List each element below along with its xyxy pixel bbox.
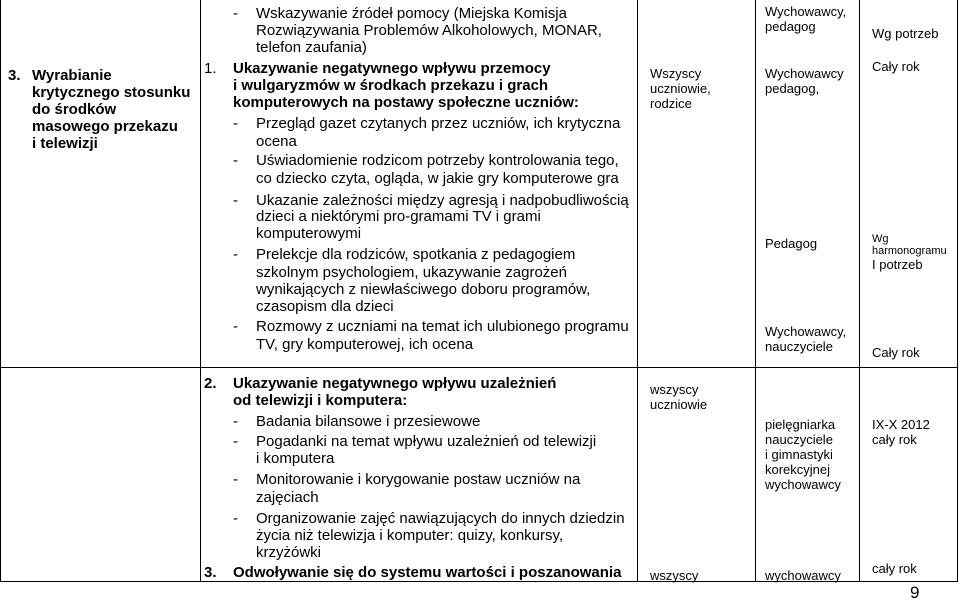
item1-bullet-line: dzieci a niektórymi pro-gramami TV i grami [256, 208, 541, 225]
top-responsible-line: Wychowawcy, [765, 4, 847, 19]
item1-deadline-line: harmonogramu [872, 245, 947, 257]
section-number: 3. [8, 67, 21, 84]
item2-bullet-line: Badania bilansowe i przesiewowe [256, 413, 481, 430]
item2-bullet-line: zajęciach [256, 489, 319, 506]
item1-bullet-line: komputerowymi [256, 225, 362, 242]
item1-deadline: Cały rok [872, 345, 920, 360]
item1-heading-line: Ukazywanie negatywnego wpływu przemocy [233, 60, 551, 77]
item1-bullet-line: co dziecko czyta, ogląda, w jakie gry komputerowe gra [256, 170, 619, 187]
item2-bullet-line: życia niż telewizja i komputer: quizy, konkursy, [256, 527, 564, 544]
item2-participants-line: uczniowie [650, 397, 708, 412]
item2-deadline-line: cały rok [872, 432, 917, 447]
item3-participants: wszyscy [650, 568, 699, 583]
table-border-right [957, 0, 958, 582]
bullet-dash: - [233, 246, 238, 263]
top-item-line: telefon zaufania) [256, 39, 367, 56]
item2-responsible-line: i gimnastyki [765, 447, 833, 462]
item3-number: 3. [204, 564, 217, 581]
item1-bullet-line: Prelekcje dla rodziców, spotkania z pedagogiem [256, 246, 576, 263]
item1-bullet-line: ocena [256, 133, 297, 150]
item1-responsible-line: pedagog, [765, 81, 820, 96]
item3-heading: Odwoływanie się do systemu wartości i poszanowania [233, 564, 622, 581]
item1-responsible-line: nauczyciele [765, 339, 833, 354]
item2-bullet-line: i komputera [256, 450, 335, 467]
item1-bullet-line: Przegląd gazet czytanych przez uczniów, ich krytyczna [256, 115, 621, 132]
item1-bullet-line: czasopism dla dzieci [256, 298, 394, 315]
top-responsible-line: pedagog [765, 19, 816, 34]
bullet-dash: - [233, 471, 238, 488]
item1-deadline-line: Wg [872, 233, 889, 245]
top-item-line: Wskazywanie źródeł pomocy (Miejska Komisja [256, 5, 567, 22]
item1-heading-line: i wulgaryzmów w środkach przekazu i grach [233, 77, 549, 94]
item1-bullet-line: szkolnym psychologiem, ukazywanie zagrożeń [256, 264, 567, 281]
item1-participants-line: Wszyscy [650, 66, 702, 81]
bullet-dash: - [233, 433, 238, 450]
table-border-left [0, 0, 1, 582]
bullet-dash: - [233, 152, 238, 169]
item2-responsible-line: korekcyjnej [765, 462, 831, 477]
bullet-dash: - [233, 115, 238, 132]
item2-deadline-line: IX-X 2012 [872, 417, 930, 432]
item1-responsible-line: Wychowawcy, [765, 324, 847, 339]
bullet-dash: - [233, 413, 238, 430]
item1-bullet-line: Rozmowy z uczniami na temat ich ulubionego programu [256, 318, 629, 335]
bullet-dash: - [233, 510, 238, 527]
item1-heading-line: komputerowych na postawy społeczne uczniów: [233, 94, 579, 111]
item2-bullet-line: Monitorowanie i korygowanie postaw uczniów na [256, 471, 581, 488]
bullet-dash: - [233, 5, 238, 22]
item2-heading-line: Ukazywanie negatywnego wpływu uzależnień [233, 375, 557, 392]
item2-bullet-line: Pogadanki na temat wpływu uzależnień od telewizji [256, 433, 597, 450]
item1-bullet-line: Ukazanie zależności między agresją i nadpobudliwością [256, 192, 629, 209]
item1-deadline: Cały rok [872, 59, 920, 74]
top-deadline: Wg potrzeb [872, 26, 939, 41]
item1-participants-line: rodzice [650, 96, 692, 111]
column-divider-3 [755, 0, 756, 582]
item2-responsible-line: wychowawcy [765, 477, 841, 492]
column-divider-1 [200, 0, 201, 582]
item2-responsible-line: pielęgniarka [765, 417, 836, 432]
item2-responsible-line: nauczyciele [765, 432, 833, 447]
item3-deadline: cały rok [872, 561, 917, 576]
item3-responsible: wychowawcy [765, 568, 841, 583]
item2-bullet-line: krzyżówki [256, 544, 322, 561]
item1-responsible-line: Wychowawcy [765, 66, 844, 81]
column-divider-2 [637, 0, 638, 582]
bullet-dash: - [233, 192, 238, 209]
row-divider [0, 367, 958, 368]
bullet-dash: - [233, 318, 238, 335]
item1-responsible-line: Pedagog [765, 236, 818, 251]
section-title-line: i telewizji [32, 135, 98, 152]
section-title-line: Wyrabianie [32, 67, 112, 84]
item1-bullet-line: Uświadomienie rodzicom potrzeby kontrolowania tego, [256, 152, 619, 169]
item1-number: 1. [204, 60, 217, 77]
top-item-line: Rozwiązywania Problemów Alkoholowych, MONAR, [256, 22, 602, 39]
page-number: 9 [910, 583, 920, 602]
section-title-line: krytycznego stosunku [32, 84, 191, 101]
item2-bullet-line: Organizowanie zajęć nawiązujących do innych dziedzin [256, 510, 625, 527]
column-divider-4 [859, 0, 860, 582]
item2-participants-line: wszyscy [650, 382, 699, 397]
item2-heading-line: od telewizji i komputera: [233, 392, 408, 409]
section-title-line: masowego przekazu [32, 118, 178, 135]
item1-participants-line: uczniowie, [650, 81, 711, 96]
item1-bullet-line: wynikających z niewłaściwego doboru programów, [256, 281, 591, 298]
item2-number: 2. [204, 375, 217, 392]
section-title-line: do środków [32, 101, 117, 118]
item1-bullet-line: TV, gry komputerowej, ich ocena [256, 336, 474, 353]
item1-deadline-line: I potrzeb [872, 257, 923, 272]
